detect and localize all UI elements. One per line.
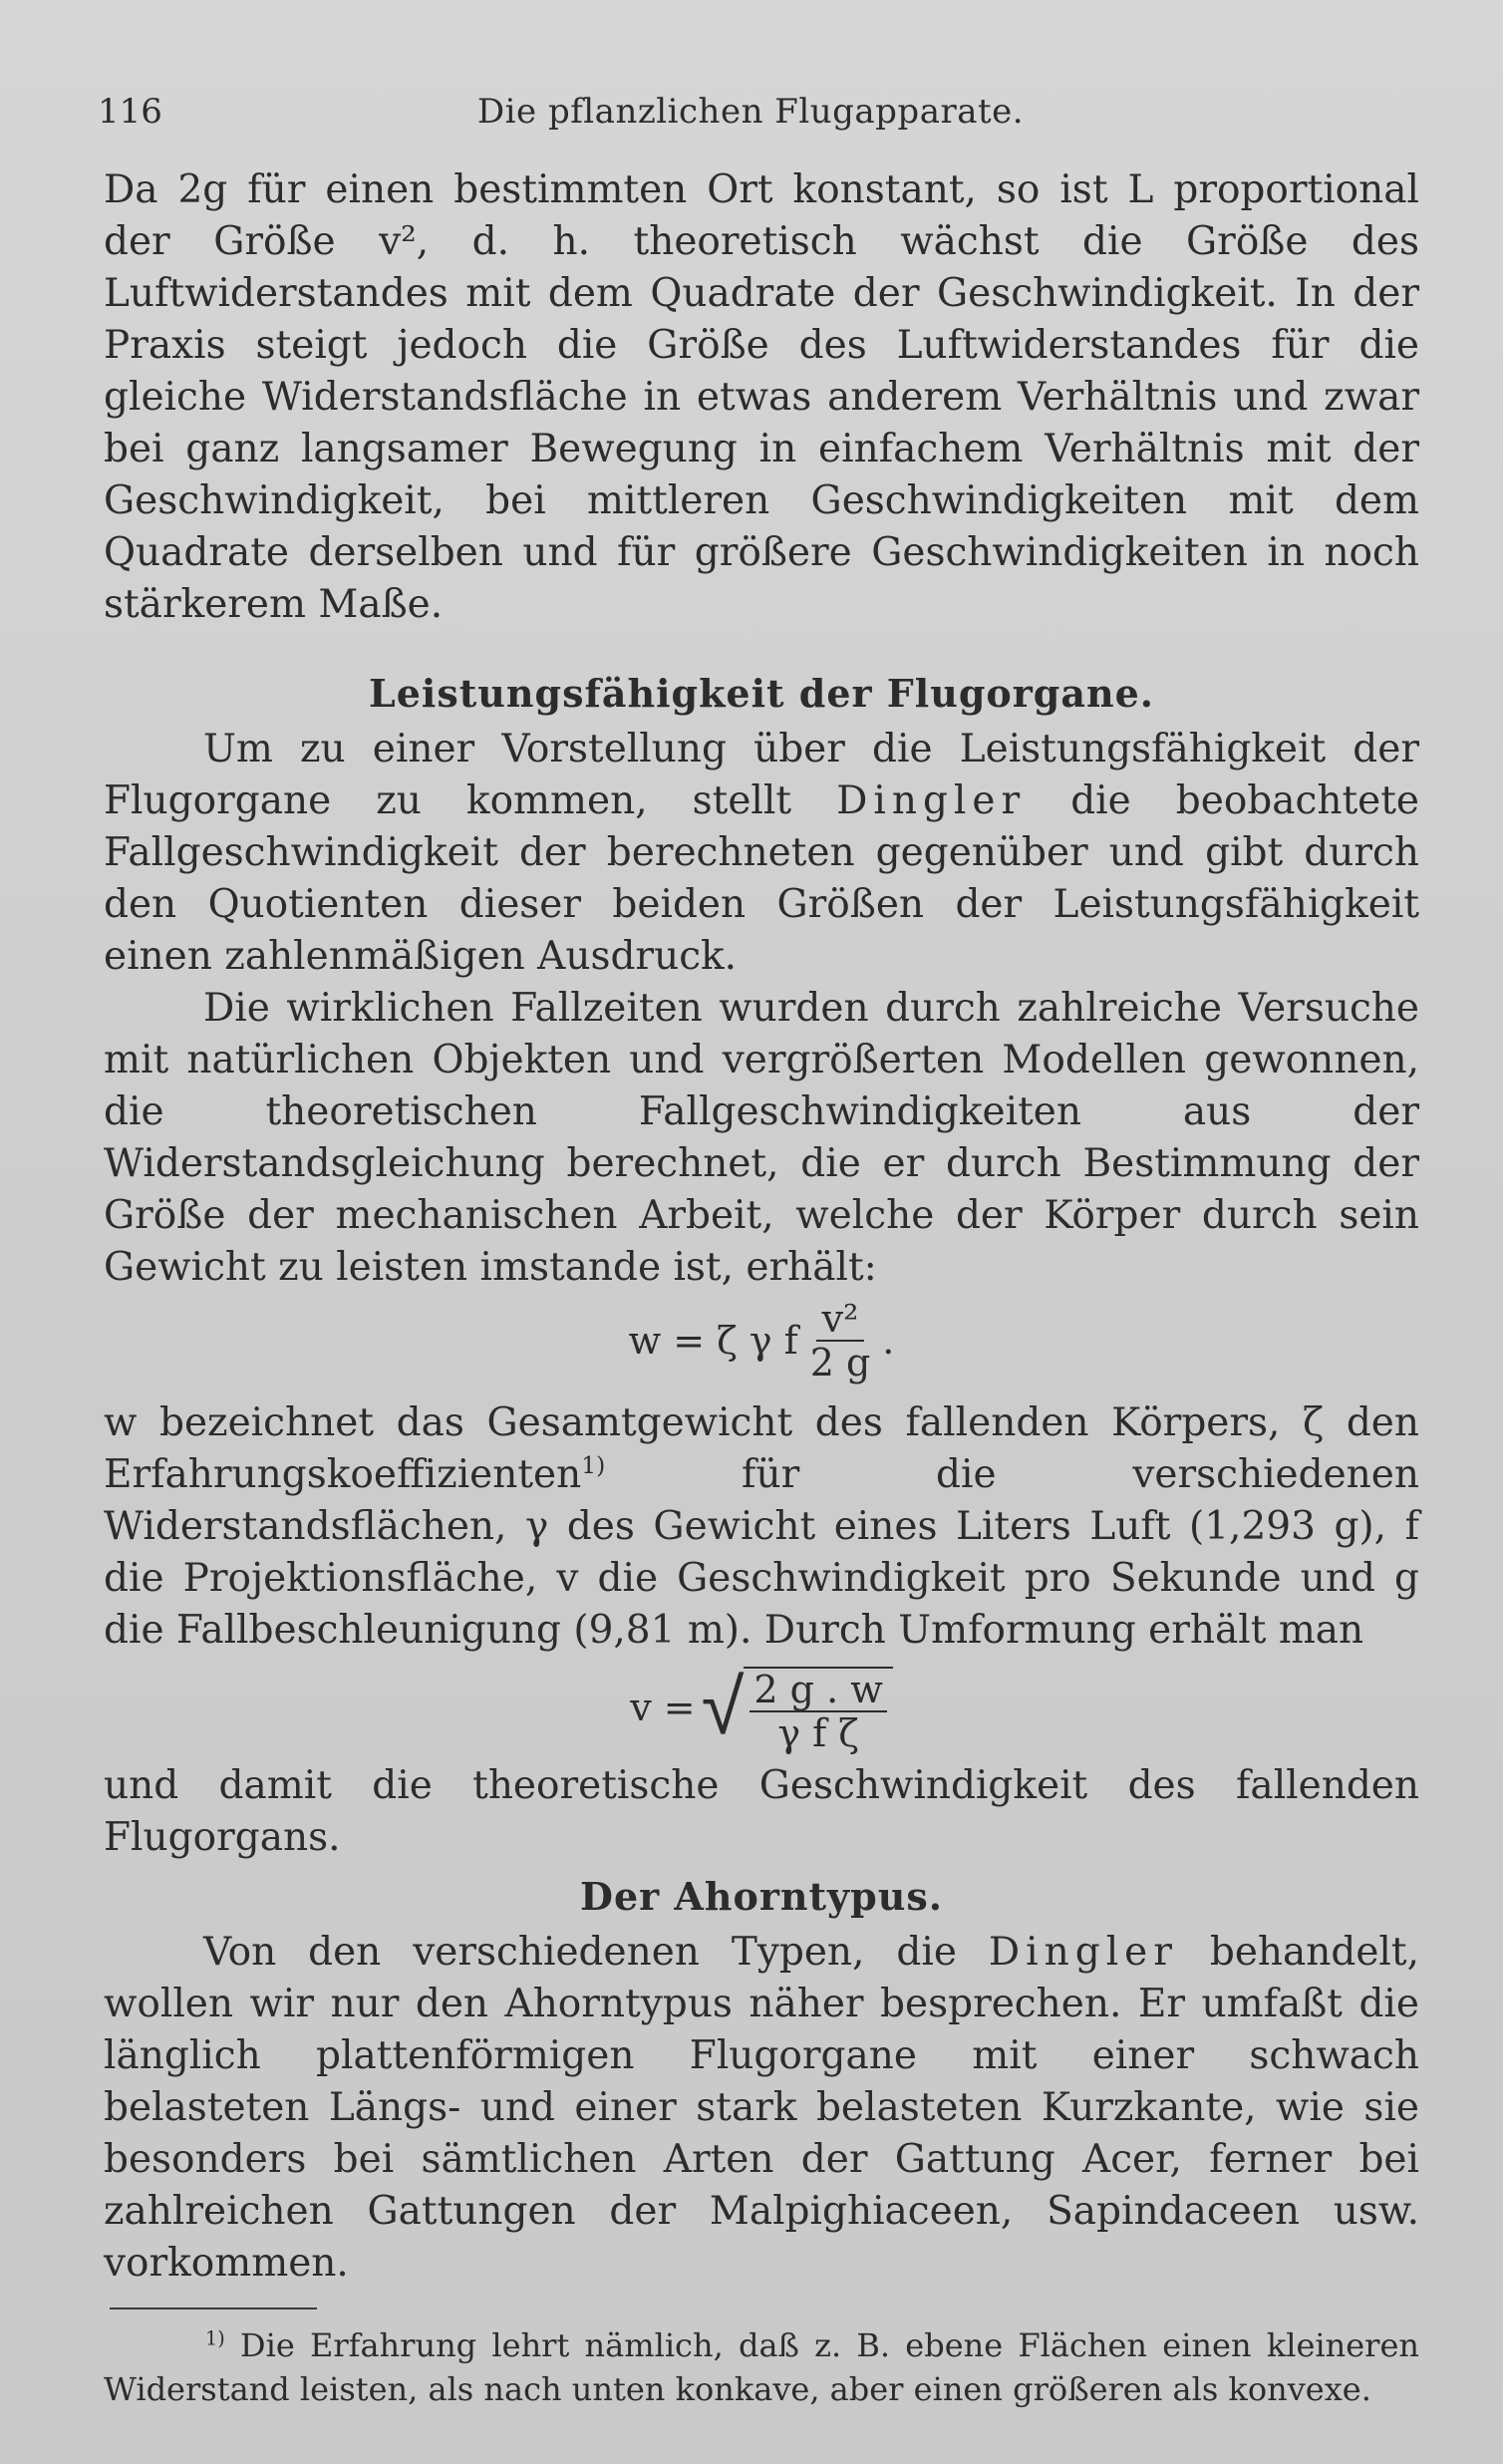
paragraph-6-text-a: Von den verschiedenen Typen, die <box>203 1930 989 1975</box>
paragraph-4-text-a: w bezeichnet das Gesamtgewicht des fallenden Körpers, ζ den Erfahrungskoeffizienten <box>104 1400 1419 1497</box>
paragraph-2-text-b: die beobachtete Fallgeschwindigkeit der berechneten gegenüber und gibt durch den Quotienten dieser beiden Größen der Leistungsfähigkeit einen zahlenmäßigen Ausdruck. <box>104 778 1419 979</box>
formula-1-numerator: v² <box>816 1298 865 1342</box>
formula-2-fraction <box>744 1667 892 1754</box>
formula-1-trail: . <box>882 1319 895 1363</box>
formula-1-lhs: w = ζ γ f <box>628 1319 798 1363</box>
footnote-marker: 1) <box>205 2326 225 2350</box>
formula-2-root <box>702 1661 893 1754</box>
paragraph-6 <box>104 1927 1419 2290</box>
running-title: Die pflanzlichen Flugapparate. <box>476 92 1025 132</box>
footnote-text: Die Erfahrung lehrt nämlich, daß z. B. ebene Flächen einen kleineren Widerstand leisten, als nach unten konkave, aber einen größeren als konvexe. <box>104 2326 1419 2408</box>
square-root-icon: √ <box>701 1663 745 1752</box>
section-heading-leistungsfaehigkeit: Leistungsfähigkeit der Flugorgane. <box>368 671 1155 716</box>
footnote-divider <box>110 2308 317 2310</box>
formula-velocity <box>104 1661 1419 1755</box>
paragraph-2-text-a: Um zu einer Vorstellung über die Leistungsfähigkeit der Flugorgane zu kommen, stellt <box>104 727 1419 823</box>
paragraph-1: Da 2g für einen bestimmten Ort konstant, so ist L proportional der Größe v², d. h. theoretisch wächst die Größe des Luftwiderstandes mit dem Quadrate der Geschwindigkeit. In der Praxis steigt jedoch die Größe des Luftwiderstandes für die gleiche Widerstandsfläche in etwas anderem Verhältnis und zwar bei ganz langsamer Bewegung in einfachem Verhältnis mit der Geschwindigkeit, bei mittleren Geschwindigkeiten mit dem Quadrate derselben und für größere Geschwindigkeiten in noch stärkerem Maße. <box>104 167 1419 627</box>
paragraph-4-text-b: für die verschiedenen Widerstandsflächen, γ des Gewicht eines Liters Luft (1,293 g), f die Projektionsfläche, v die Geschwindigkeit pro Sekunde und g die Fallbeschleunigung (9,81 m). Durch Umformung erhält man <box>104 1452 1419 1653</box>
page-body <box>104 164 1419 2411</box>
formula-1-fraction <box>804 1298 877 1384</box>
paragraph-6-text-b: behandelt, wollen wir nur den Ahorntypus näher besprechen. Er umfaßt die länglich plattenförmigen Flugorgane mit einer schwach belasteten Längs- und einer stark belasteten Kurzkante, wie sie besonders bei sämtlichen Arten der Gattung Acer, ferner bei zahlreichen Gattungen der Malpighiaceen, Sapindaceen usw. vorkommen. <box>104 1930 1419 2286</box>
footnote-reference: 1) <box>581 1451 606 1479</box>
paragraph-4 <box>104 1397 1419 1657</box>
page-number: 116 <box>98 92 162 132</box>
author-name-dingler-2: Dingler <box>988 1930 1178 1975</box>
paragraph-3: Die wirklichen Fallzeiten wurden durch zahlreiche Versuche mit natürlichen Objekten und vergrößerten Modellen gewonnen, die theoretischen Fallgeschwindigkeiten aus der Widerstandsgleichung berechnet, die er durch Bestimmung der Größe der mechanischen Arbeit, welche der Körper durch sein Gewicht zu leisten imstande ist, erhält: <box>104 986 1419 1290</box>
formula-2-numerator: 2 g . w <box>750 1669 886 1712</box>
formula-resistance <box>104 1298 1419 1389</box>
author-name-dingler: Dingler <box>836 778 1027 823</box>
formula-2-lhs: v = <box>630 1686 696 1729</box>
paragraph-5: und damit die theoretische Geschwindigkeit des fallenden Flugorgans. <box>104 1763 1419 1860</box>
page-header <box>98 92 1403 140</box>
section-heading-ahorntypus: Der Ahorntypus. <box>580 1874 943 1919</box>
formula-2-denominator: γ f ζ <box>777 1711 859 1755</box>
paragraph-2 <box>104 724 1419 983</box>
formula-1-denominator: 2 g <box>809 1341 871 1385</box>
footnote <box>104 2323 1419 2411</box>
